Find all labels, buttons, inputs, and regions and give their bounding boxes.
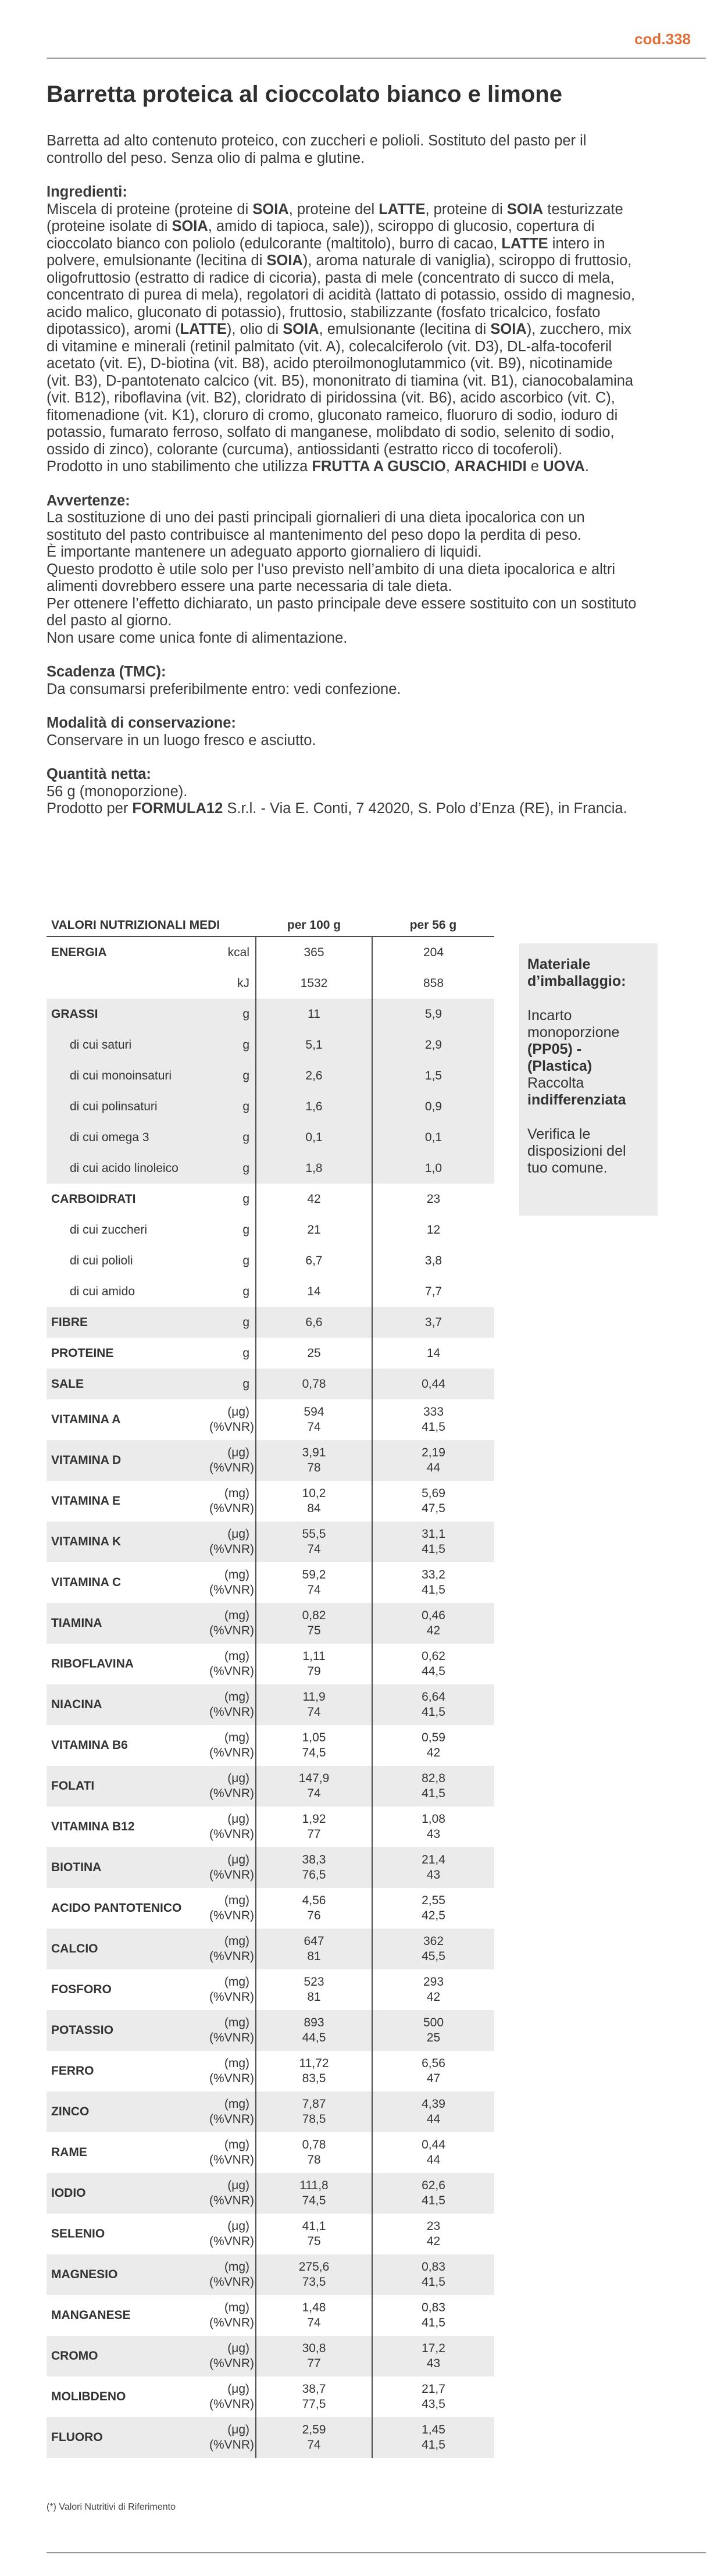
nutrient-unit: (mg) (%VNR)	[209, 1975, 254, 2004]
nutrition-row	[47, 1184, 494, 1214]
nutrient-unit: (mg) (%VNR)	[209, 1929, 256, 1969]
nutrient-unit: (μg) (%VNR)	[209, 1440, 256, 1481]
nutrition-row	[47, 2295, 494, 2336]
nutrient-name: VITAMINA D	[47, 1440, 209, 1481]
nutrient-name: CALCIO	[47, 1929, 209, 1969]
nutrient-unit: kJ	[237, 976, 249, 990]
ingredient-allergen: SOIA	[172, 218, 208, 234]
ingredient-allergen: SOIA	[506, 201, 544, 218]
nutrient-name: RAME	[51, 2146, 87, 2159]
nutrient-name: di cui zuccheri	[70, 1223, 148, 1237]
nutrient-name: VITAMINA A	[51, 1413, 121, 1426]
nutrition-row	[47, 1440, 494, 1481]
storage-text: Conservare in un luogo fresco e asciutto.	[47, 732, 316, 749]
ingredient-text: , proteine di	[425, 201, 507, 218]
nutrient-unit: g	[242, 1346, 249, 1360]
nutrient-per-serving: 4,39 44	[372, 2092, 494, 2132]
nutrition-row	[47, 1644, 494, 1684]
nutrient-per100: 0,78 78	[256, 2132, 372, 2173]
nutrition-row	[47, 1399, 494, 1440]
product-code: cod.338	[634, 30, 691, 48]
nutrient-per-serving: 2,9	[372, 1029, 494, 1060]
net-quantity-heading: Quantità netta:	[47, 766, 151, 782]
nutrient-per-serving: 500 25	[372, 2010, 494, 2051]
nutrient-name: VITAMINA C	[51, 1576, 122, 1589]
nutrient-per-serving: 6,64 41,5	[372, 1684, 494, 1725]
nutrient-name: di cui monoinsaturi	[47, 1060, 209, 1091]
nutrient-per-serving: 3,7	[372, 1307, 494, 1338]
nutrition-row	[47, 1684, 494, 1725]
nutrition-table	[47, 915, 494, 2458]
nutrient-name: FIBRE	[47, 1307, 209, 1338]
nutrient-per-serving: 204	[423, 945, 444, 959]
nutrient-per-serving: 1,45 41,5	[372, 2417, 494, 2458]
nutrition-row	[47, 1603, 494, 1644]
nutrition-row	[47, 1091, 494, 1122]
nutrient-per-serving: 0,46 42	[372, 1603, 494, 1644]
nutrient-unit: (mg) (%VNR)	[209, 2092, 256, 2132]
packaging-box	[519, 943, 658, 1216]
ingredient-allergen: SOIA	[283, 321, 319, 337]
nutrient-unit: (μg) (%VNR)	[209, 1522, 256, 1562]
nutrient-per100: 7,87 78,5	[256, 2092, 372, 2132]
nutrient-unit: (mg) (%VNR)	[209, 2301, 254, 2329]
ingredient-allergen: LATTE	[501, 235, 548, 252]
ingredients-section	[47, 184, 640, 476]
nutrient-per-serving: 0,83 41,5	[422, 2301, 445, 2329]
ingredient-text: ), aroma naturale di vaniglia), sciroppo di fruttosio, oligofruttosio (estratto di radice di cicoria), pasta di mele (concentrato di succo di mela, concentrato di purea di mela), regolatori di acidità (lattato di potassio, ossido di magnesio, acido malico, gluconato di potassio), fruttosio, stabilizzante (fosfato tricalcico, fosfato dipotassico), aromi (	[47, 252, 636, 337]
facility-text: Prodotto in uno stabilimento che utilizza	[47, 458, 312, 475]
nutrition-row	[47, 1969, 494, 2010]
nutrient-name: VITAMINA K	[47, 1522, 209, 1562]
nutrition-row	[47, 1888, 494, 1929]
nutrient-name: FOLATI	[47, 1766, 209, 1807]
nutrient-per100: 14	[256, 1276, 372, 1307]
nutrient-per100: 21	[256, 1214, 372, 1245]
nutrient-per100: 59,2 74	[256, 1562, 372, 1603]
nutrition-row	[47, 1214, 494, 1245]
packaging-type: Incarto monoporzione	[527, 1007, 620, 1041]
nutrient-name	[47, 968, 209, 999]
nutrition-row	[47, 1725, 494, 1766]
nutrient-per-serving: 21,4 43	[372, 1847, 494, 1888]
nutrition-row	[47, 2377, 494, 2417]
nutrient-unit: g	[209, 1060, 256, 1091]
nutrient-per-serving: 82,8 41,5	[372, 1766, 494, 1807]
nutrition-row	[47, 999, 494, 1029]
top-divider	[47, 58, 706, 59]
facility-allergen: UOVA	[543, 458, 585, 475]
nutrient-per100: 55,5 74	[256, 1522, 372, 1562]
nutrient-name: di cui polinsaturi	[47, 1091, 209, 1122]
nutrient-per100: 0,1	[256, 1122, 372, 1153]
ingredient-text: ), zucchero, mix di vitamine e minerali (retinil palmitato (vit. A), colecalciferolo (vit. D3), DL-alfa-tocoferil acetato (vit. E), D-biotina (vit. B8), acido pteroilmonoglutammico (vit. B9), nicotinamide (vit. B3), D-pantotenato calcico (vit. B5), mononitrato di tiamina (vit. B1), cianocobalamina (vit. B12), riboflavina (vit. B2), cloridrato di piridossina (vit. B6), acido ascorbico (vit. C), fitomenadione (vit. K1), cloruro di cromo, gluconato rameico, fluoruro di sodio, ioduro di potassio, fumarato ferroso, solfato di manganese, molibdato di sodio, selenito di sodio, ossido di zinco), colorante (curcuma), antiossidanti (estratto ricco di tocoferoli).	[47, 321, 634, 458]
nutrition-row	[47, 2173, 494, 2214]
packaging-bin: indifferenziata	[527, 1092, 626, 1108]
nutrient-per100: 1,6	[256, 1091, 372, 1122]
nutrient-per-serving: 7,7	[424, 1284, 442, 1298]
packaging-check: Verifica le disposizioni del tuo comune.	[527, 1126, 626, 1176]
nutrient-per100: 2,59 74	[256, 2417, 372, 2458]
nutrient-per-serving: 2,19 44	[372, 1440, 494, 1481]
ingredient-text: Miscela di proteine (proteine di	[47, 201, 253, 218]
nutrient-per100: 1,8	[256, 1153, 372, 1184]
product-description: Barretta ad alto contenuto proteico, con zuccheri e polioli. Sostituto del pasto per il controllo del peso. Senza olio di palma e glutine.	[47, 133, 587, 166]
nutrient-per100: 2,6	[256, 1060, 372, 1091]
nutrient-unit: (μg) (%VNR)	[209, 2382, 254, 2411]
nutrient-unit: g	[209, 1307, 256, 1338]
ingredient-text: testurizzate (proteine isolate di	[47, 201, 623, 234]
ingredient-allergen: LATTE	[379, 201, 426, 218]
ingredient-allergen: SOIA	[252, 201, 289, 218]
ingredient-text: ), olio di	[226, 321, 283, 337]
warning-line: Non usare come unica fonte di alimentazione.	[47, 629, 348, 646]
ingredients-text	[47, 201, 640, 459]
nutrient-per100: 11	[256, 999, 372, 1029]
nutrient-per-serving: 0,44	[372, 1369, 494, 1399]
nutrient-per-serving: 12	[426, 1223, 441, 1237]
nutrient-per100: 6,7	[256, 1245, 372, 1276]
warning-line: Per ottenere l’effetto dichiarato, un pasto principale deve essere sostituito con un sostituto del pasto al giorno.	[47, 595, 637, 629]
nutrient-unit: (mg) (%VNR)	[209, 2254, 256, 2295]
facility-allergen: FRUTTA A GUSCIO	[312, 458, 446, 475]
nutrient-per100: 594 74	[256, 1399, 372, 1440]
nutrition-header-name: VALORI NUTRIZIONALI MEDI	[47, 915, 256, 936]
nutrient-name: ACIDO PANTOTENICO	[51, 1901, 182, 1915]
nutrient-per100: 1,11 79	[256, 1644, 372, 1684]
nutrient-per-serving: 362 45,5	[372, 1929, 494, 1969]
net-quantity-section	[47, 766, 640, 800]
nutrient-name: VITAMINA E	[51, 1494, 120, 1508]
nutrient-per100: 0,78	[256, 1369, 372, 1399]
nutrient-name: FOSFORO	[51, 1983, 112, 1996]
nutrition-header-per100: per 100 g	[256, 915, 372, 936]
nutrient-name: VITAMINA B12	[51, 1820, 135, 1833]
nutrient-unit: (μg) (%VNR)	[209, 2336, 256, 2377]
nutrient-per-serving: 2,55 42,5	[422, 1894, 445, 1922]
nutrition-row	[47, 1153, 494, 1184]
net-quantity-text: 56 g (monoporzione).	[47, 783, 188, 800]
nutrient-per-serving: 1,5	[372, 1060, 494, 1091]
nutrient-unit: (μg) (%VNR)	[209, 2219, 254, 2248]
ingredients-heading: Ingredienti:	[47, 184, 127, 200]
packaging-heading: Materiale d’imballaggio:	[527, 956, 626, 989]
nutrition-row	[47, 2254, 494, 2295]
nutrient-per-serving: 333 41,5	[422, 1405, 445, 1434]
nutrient-name: MOLIBDENO	[51, 2390, 126, 2403]
nutrient-per-serving: 0,1	[372, 1122, 494, 1153]
ingredient-text: intero in polvere, emulsionante (lecitina di	[47, 235, 605, 269]
nutrient-unit: (μg) (%VNR)	[209, 2417, 256, 2458]
producer-address: S.r.l. - Via E. Conti, 7 42020, S. Polo d’Enza (RE), in Francia.	[223, 800, 627, 817]
nutrient-unit: g	[209, 1091, 256, 1122]
nutrient-unit: (μg) (%VNR)	[209, 1812, 254, 1841]
expiry-section	[47, 664, 640, 698]
nutrient-name: di cui saturi	[47, 1029, 209, 1060]
facility-notice	[47, 458, 640, 476]
product-info	[47, 133, 640, 818]
nutrient-per-serving: 858	[423, 976, 444, 990]
producer-prefix: Prodotto per	[47, 800, 133, 817]
warning-line: Questo prodotto è utile solo per l’uso previsto nell’ambito di una dieta ipocalorica e altri alimenti dovrebbero essere una parte necessaria di tale dieta.	[47, 561, 616, 594]
nutrient-unit: g	[242, 1253, 249, 1267]
nutrient-name: di cui polioli	[70, 1253, 133, 1267]
nutrient-per100: 0,82 75	[256, 1603, 372, 1644]
nutrient-name: SELENIO	[51, 2227, 105, 2240]
nutrient-name: IODIO	[47, 2173, 209, 2214]
nutrient-per100: 1,92 77	[256, 1807, 372, 1847]
nutrient-name: FERRO	[51, 2064, 94, 2078]
nutrient-per100: 42	[256, 1184, 372, 1214]
nutrition-body	[47, 936, 494, 2458]
nutrient-unit: g	[209, 1029, 256, 1060]
nutrient-per100: 1,05 74,5	[256, 1725, 372, 1766]
nutrient-name: di cui omega 3	[47, 1122, 209, 1153]
nutrient-name: di cui amido	[70, 1284, 135, 1298]
nutrient-name: CARBOIDRATI	[51, 1192, 136, 1206]
nutrient-per-serving: 0,44 44	[422, 2138, 445, 2167]
nutrient-unit: (μg) (%VNR)	[209, 2173, 256, 2214]
warnings-heading: Avvertenze:	[47, 492, 130, 509]
nutrient-per-serving: 62,6 41,5	[372, 2173, 494, 2214]
nutrient-unit: (mg) (%VNR)	[209, 2138, 254, 2167]
facility-text: .	[584, 458, 589, 475]
ingredient-text: , emulsionante (lecitina di	[319, 321, 491, 337]
nutrient-per-serving: 293 42	[423, 1975, 444, 2004]
packaging-text	[527, 1007, 646, 1109]
nutrient-name: VITAMINA B6	[51, 1738, 128, 1752]
nutrient-unit: g	[209, 1122, 256, 1153]
nutrient-unit: kcal	[227, 945, 249, 959]
nutrient-per-serving: 1,08 43	[422, 1812, 445, 1841]
nutrition-row	[47, 1060, 494, 1091]
nutrient-unit: (mg) (%VNR)	[209, 2010, 256, 2051]
producer-brand: FORMULA12	[132, 800, 223, 817]
nutrient-per-serving: 0,62 44,5	[422, 1649, 445, 1678]
nutrition-header-row	[47, 915, 494, 936]
nutrient-per100: 38,7 77,5	[256, 2377, 372, 2417]
nutrient-name: TIAMINA	[47, 1603, 209, 1644]
nutrient-per-serving: 3,8	[424, 1253, 442, 1267]
nutrient-per100: 4,56 76	[256, 1888, 372, 1929]
nutrient-per100: 893 44,5	[256, 2010, 372, 2051]
bottom-divider	[47, 2552, 706, 2553]
nutrient-per-serving: 5,9	[372, 999, 494, 1029]
nutrient-name: di cui acido linoleico	[47, 1153, 209, 1184]
nutrient-per-serving: 5,69 47,5	[422, 1487, 445, 1515]
nutrient-per100: 11,9 74	[256, 1684, 372, 1725]
nutrient-per-serving: 14	[426, 1346, 441, 1360]
ingredient-allergen: SOIA	[490, 321, 527, 337]
nutrition-row	[47, 1481, 494, 1522]
nutrient-per-serving: 17,2 43	[372, 2336, 494, 2377]
nutrient-per100: 11,72 83,5	[256, 2051, 372, 2092]
nutrient-per100: 147,9 74	[256, 1766, 372, 1807]
nutrition-row	[47, 1766, 494, 1807]
nutrient-unit: g	[242, 1192, 249, 1206]
nutrient-name: SALE	[47, 1369, 209, 1399]
nutrient-name: MAGNESIO	[47, 2254, 209, 2295]
nutrient-unit: g	[242, 1284, 249, 1298]
nutrient-unit: (mg) (%VNR)	[209, 1894, 254, 1922]
nutrient-per-serving: 31,1 41,5	[372, 1522, 494, 1562]
nutrient-unit: g	[209, 1153, 256, 1184]
nutrition-row	[47, 1847, 494, 1888]
nutrition-row	[47, 1522, 494, 1562]
nutrition-row	[47, 1369, 494, 1399]
nutrient-unit: (mg) (%VNR)	[209, 1684, 256, 1725]
facility-allergen: ARACHIDI	[454, 458, 527, 475]
nutrient-name: RIBOFLAVINA	[51, 1657, 134, 1670]
nutrient-per100: 5,1	[256, 1029, 372, 1060]
nutrient-name: POTASSIO	[47, 2010, 209, 2051]
nutrient-per-serving: 0,59 42	[422, 1731, 445, 1759]
footnote: (*) Valori Nutritivi di Riferimento	[47, 2502, 176, 2512]
nutrition-row	[47, 936, 494, 968]
nutrition-row	[47, 1562, 494, 1603]
nutrient-unit: (mg) (%VNR)	[209, 1649, 254, 1678]
facility-text: ,	[445, 458, 455, 475]
nutrient-unit: g	[209, 1369, 256, 1399]
nutrient-per-serving: 1,0	[372, 1153, 494, 1184]
nutrient-per100: 6,6	[256, 1307, 372, 1338]
ingredient-allergen: LATTE	[180, 321, 227, 337]
nutrition-row	[47, 2092, 494, 2132]
warning-line: È importante mantenere un adeguato apporto giornaliero di liquidi.	[47, 544, 482, 560]
producer-line	[47, 800, 640, 818]
nutrient-per-serving: 33,2 41,5	[422, 1568, 445, 1597]
nutrient-per-serving: 23 42	[426, 2219, 441, 2248]
page-title: Barretta proteica al cioccolato bianco e limone	[47, 81, 562, 107]
nutrient-unit: g	[209, 999, 256, 1029]
nutrient-per-serving: 0,83 41,5	[372, 2254, 494, 2295]
nutrient-per100: 1532	[256, 968, 372, 999]
nutrient-per100: 30,8 77	[256, 2336, 372, 2377]
nutrition-row	[47, 1245, 494, 1276]
nutrition-row	[47, 1276, 494, 1307]
nutrient-per100: 275,6 73,5	[256, 2254, 372, 2295]
nutrient-unit: (mg) (%VNR)	[209, 1731, 254, 1759]
nutrient-per-serving: 23	[426, 1192, 441, 1206]
nutrition-row	[47, 2336, 494, 2377]
nutrition-row	[47, 1807, 494, 1847]
expiry-text: Da consumarsi preferibilmente entro: vedi confezione.	[47, 680, 401, 697]
nutrient-per-serving: 0,9	[372, 1091, 494, 1122]
nutrient-unit: (mg) (%VNR)	[209, 2057, 254, 2085]
nutrient-unit: g	[242, 1223, 249, 1237]
nutrition-row	[47, 1122, 494, 1153]
ingredient-text: , amido di tapioca, sale)), sciroppo di glucosio, copertura di cioccolato bianco con poliolo (edulcorante (maltitolo), burro di cacao,	[47, 218, 595, 252]
nutrient-unit: (μg) (%VNR)	[209, 1847, 256, 1888]
ingredient-allergen: SOIA	[266, 252, 303, 269]
nutrition-row	[47, 968, 494, 999]
nutrient-unit: (mg) (%VNR)	[209, 1487, 254, 1515]
nutrition-row	[47, 1338, 494, 1369]
nutrient-name: GRASSI	[47, 999, 209, 1029]
storage-heading: Modalità di conservazione:	[47, 715, 236, 731]
nutrient-name: BIOTINA	[47, 1847, 209, 1888]
packaging-material: (PP05) - (Plastica)	[527, 1041, 592, 1074]
nutrient-unit: (mg) (%VNR)	[209, 1568, 254, 1597]
nutrient-per100: 38,3 76,5	[256, 1847, 372, 1888]
warning-line: La sostituzione di uno dei pasti principali giornalieri di una dieta ipocalorica con un sostituto del pasto contribuisce al mantenimento del peso dopo la perdita di peso.	[47, 510, 585, 543]
nutrition-row	[47, 1029, 494, 1060]
nutrition-row	[47, 2132, 494, 2173]
nutrient-per100: 25	[256, 1338, 372, 1369]
nutrient-name: CROMO	[47, 2336, 209, 2377]
nutrient-per100: 523 81	[256, 1969, 372, 2010]
nutrition-row	[47, 2214, 494, 2254]
nutrient-unit: (μg) (%VNR)	[209, 1405, 254, 1434]
nutrient-per100: 41,1 75	[256, 2214, 372, 2254]
nutrient-per-serving: 21,7 43,5	[422, 2382, 445, 2411]
nutrition-row	[47, 2051, 494, 2092]
storage-section	[47, 715, 640, 749]
nutrient-name: ZINCO	[47, 2092, 209, 2132]
nutrition-row	[47, 1929, 494, 1969]
nutrient-per100: 10,2 84	[256, 1481, 372, 1522]
nutrient-per100: 1,48 74	[256, 2295, 372, 2336]
nutrition-row	[47, 1307, 494, 1338]
warnings-section	[47, 493, 640, 647]
nutrient-per-serving: 6,56 47	[422, 2057, 445, 2085]
nutrient-unit: (mg) (%VNR)	[209, 1603, 256, 1644]
nutrient-name: PROTEINE	[51, 1346, 114, 1360]
nutrient-per100: 365	[256, 936, 372, 968]
nutrient-name: FLUORO	[47, 2417, 209, 2458]
nutrition-row	[47, 2417, 494, 2458]
nutrition-header-per-serving: per 56 g	[372, 915, 494, 936]
nutrient-unit: (μg) (%VNR)	[209, 1766, 256, 1807]
nutrient-name: NIACINA	[47, 1684, 209, 1725]
nutrition-row	[47, 2010, 494, 2051]
nutrient-per100: 3,91 78	[256, 1440, 372, 1481]
nutrient-per100: 647 81	[256, 1929, 372, 1969]
ingredient-text: , proteine del	[288, 201, 379, 218]
nutrient-name: ENERGIA	[51, 945, 107, 959]
nutrient-per100: 111,8 74,5	[256, 2173, 372, 2214]
expiry-heading: Scadenza (TMC):	[47, 664, 166, 680]
facility-text: e	[526, 458, 544, 475]
packaging-collection: Raccolta	[527, 1075, 584, 1091]
nutrient-name: MANGANESE	[51, 2308, 131, 2322]
